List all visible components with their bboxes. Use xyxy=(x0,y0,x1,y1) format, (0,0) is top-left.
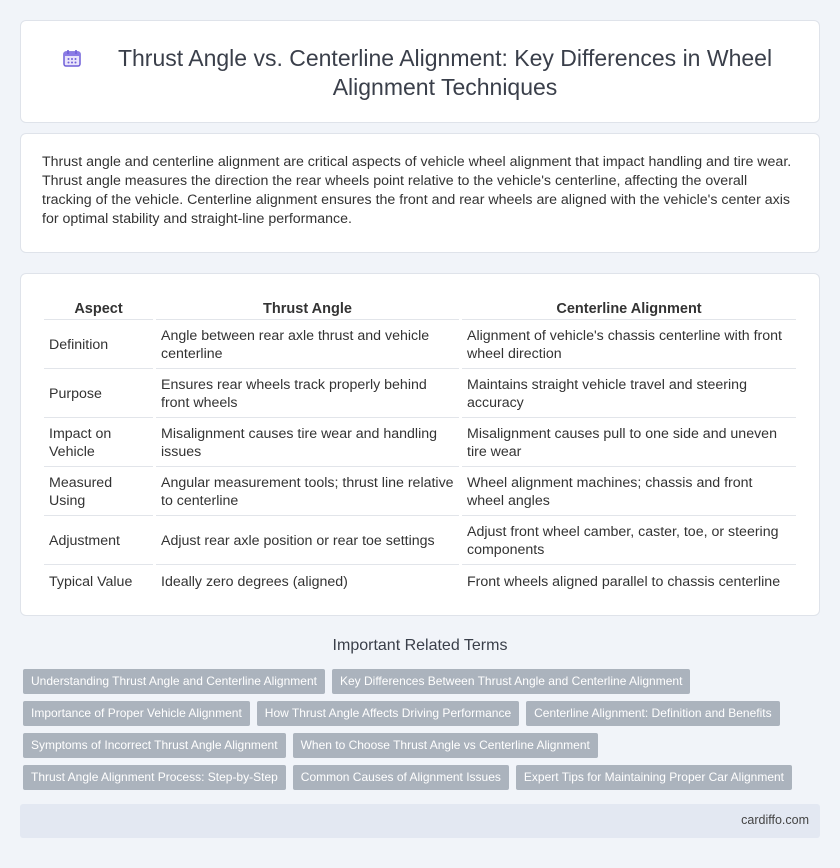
related-term-tag[interactable]: Expert Tips for Maintaining Proper Car Alignment xyxy=(516,765,792,790)
table-header-row xyxy=(44,298,796,320)
title-card xyxy=(20,20,820,123)
related-term-tag[interactable]: Importance of Proper Vehicle Alignment xyxy=(23,701,250,726)
related-term-tag[interactable]: Understanding Thrust Angle and Centerline Alignment xyxy=(23,669,325,694)
table-cell: Front wheels aligned parallel to chassis centerline xyxy=(467,574,781,590)
footer-site-link[interactable]: cardiffo.com xyxy=(741,813,809,827)
table-cell: Wheel alignment machines; chassis and front wheel angles xyxy=(462,469,796,516)
footer xyxy=(20,804,820,838)
comparison-table xyxy=(41,296,799,599)
related-term-tag[interactable]: Symptoms of Incorrect Thrust Angle Alignment xyxy=(23,733,286,758)
column-header-centerline-alignment: Centerline Alignment xyxy=(462,298,796,320)
table-row xyxy=(44,469,796,516)
related-term-tag[interactable]: Centerline Alignment: Definition and Benefits xyxy=(526,701,779,726)
tag-row xyxy=(23,701,823,726)
table-cell: Typical Value xyxy=(49,574,133,590)
table-cell: Alignment of vehicle's chassis centerline with front wheel direction xyxy=(462,322,796,369)
tag-row xyxy=(23,669,823,694)
column-header-aspect: Aspect xyxy=(44,298,153,320)
related-term-tag[interactable]: How Thrust Angle Affects Driving Performance xyxy=(257,701,519,726)
table-cell: Adjustment xyxy=(44,518,153,565)
table-row xyxy=(44,420,796,467)
table-cell: Ensures rear wheels track properly behind front wheels xyxy=(156,371,459,418)
table-cell: Purpose xyxy=(44,371,153,418)
related-terms-title: Important Related Terms xyxy=(332,637,508,654)
comparison-card xyxy=(20,273,820,616)
table-row xyxy=(44,371,796,418)
intro-card xyxy=(20,133,820,253)
table-cell: Adjust front wheel camber, caster, toe, or steering components xyxy=(462,518,796,565)
related-term-tag[interactable]: Thrust Angle Alignment Process: Step-by-Step xyxy=(23,765,286,790)
table-cell: Adjust rear axle position or rear toe settings xyxy=(156,518,459,565)
table-row xyxy=(44,567,796,597)
related-term-tag[interactable]: When to Choose Thrust Angle vs Centerline Alignment xyxy=(293,733,598,758)
table-cell: Measured Using xyxy=(44,469,153,516)
column-header-thrust-angle: Thrust Angle xyxy=(156,298,459,320)
related-term-tag[interactable]: Key Differences Between Thrust Angle and Centerline Alignment xyxy=(332,669,690,694)
table-cell: Impact on Vehicle xyxy=(44,420,153,467)
table-cell: Ideally zero degrees (aligned) xyxy=(161,574,348,590)
table-cell: Angular measurement tools; thrust line relative to centerline xyxy=(156,469,459,516)
table-cell: Angle between rear axle thrust and vehicle centerline xyxy=(156,322,459,369)
table-cell: Maintains straight vehicle travel and steering accuracy xyxy=(462,371,796,418)
table-row xyxy=(44,322,796,369)
related-term-tag[interactable]: Common Causes of Alignment Issues xyxy=(293,765,509,790)
table-cell: Misalignment causes pull to one side and uneven tire wear xyxy=(462,420,796,467)
page-title: Thrust Angle vs. Centerline Alignment: Key Differences in Wheel Alignment Techniques xyxy=(117,45,773,100)
related-terms-list xyxy=(23,669,823,797)
tag-row xyxy=(23,765,823,790)
intro-paragraph: Thrust angle and centerline alignment are critical aspects of vehicle wheel alignment that impact handling and tire wear. Thrust angle measures the direction the rear wheels point relative to the vehicle's centerline, affecting the overall tracking of the vehicle. Centerline alignment ensures the front and rear wheels are aligned with the vehicle's center axis for optimal stability and straight-line performance. xyxy=(42,154,792,227)
table-cell: Definition xyxy=(44,322,153,369)
tag-row xyxy=(23,733,823,758)
table-row xyxy=(44,518,796,565)
table-cell: Misalignment causes tire wear and handling issues xyxy=(156,420,459,467)
